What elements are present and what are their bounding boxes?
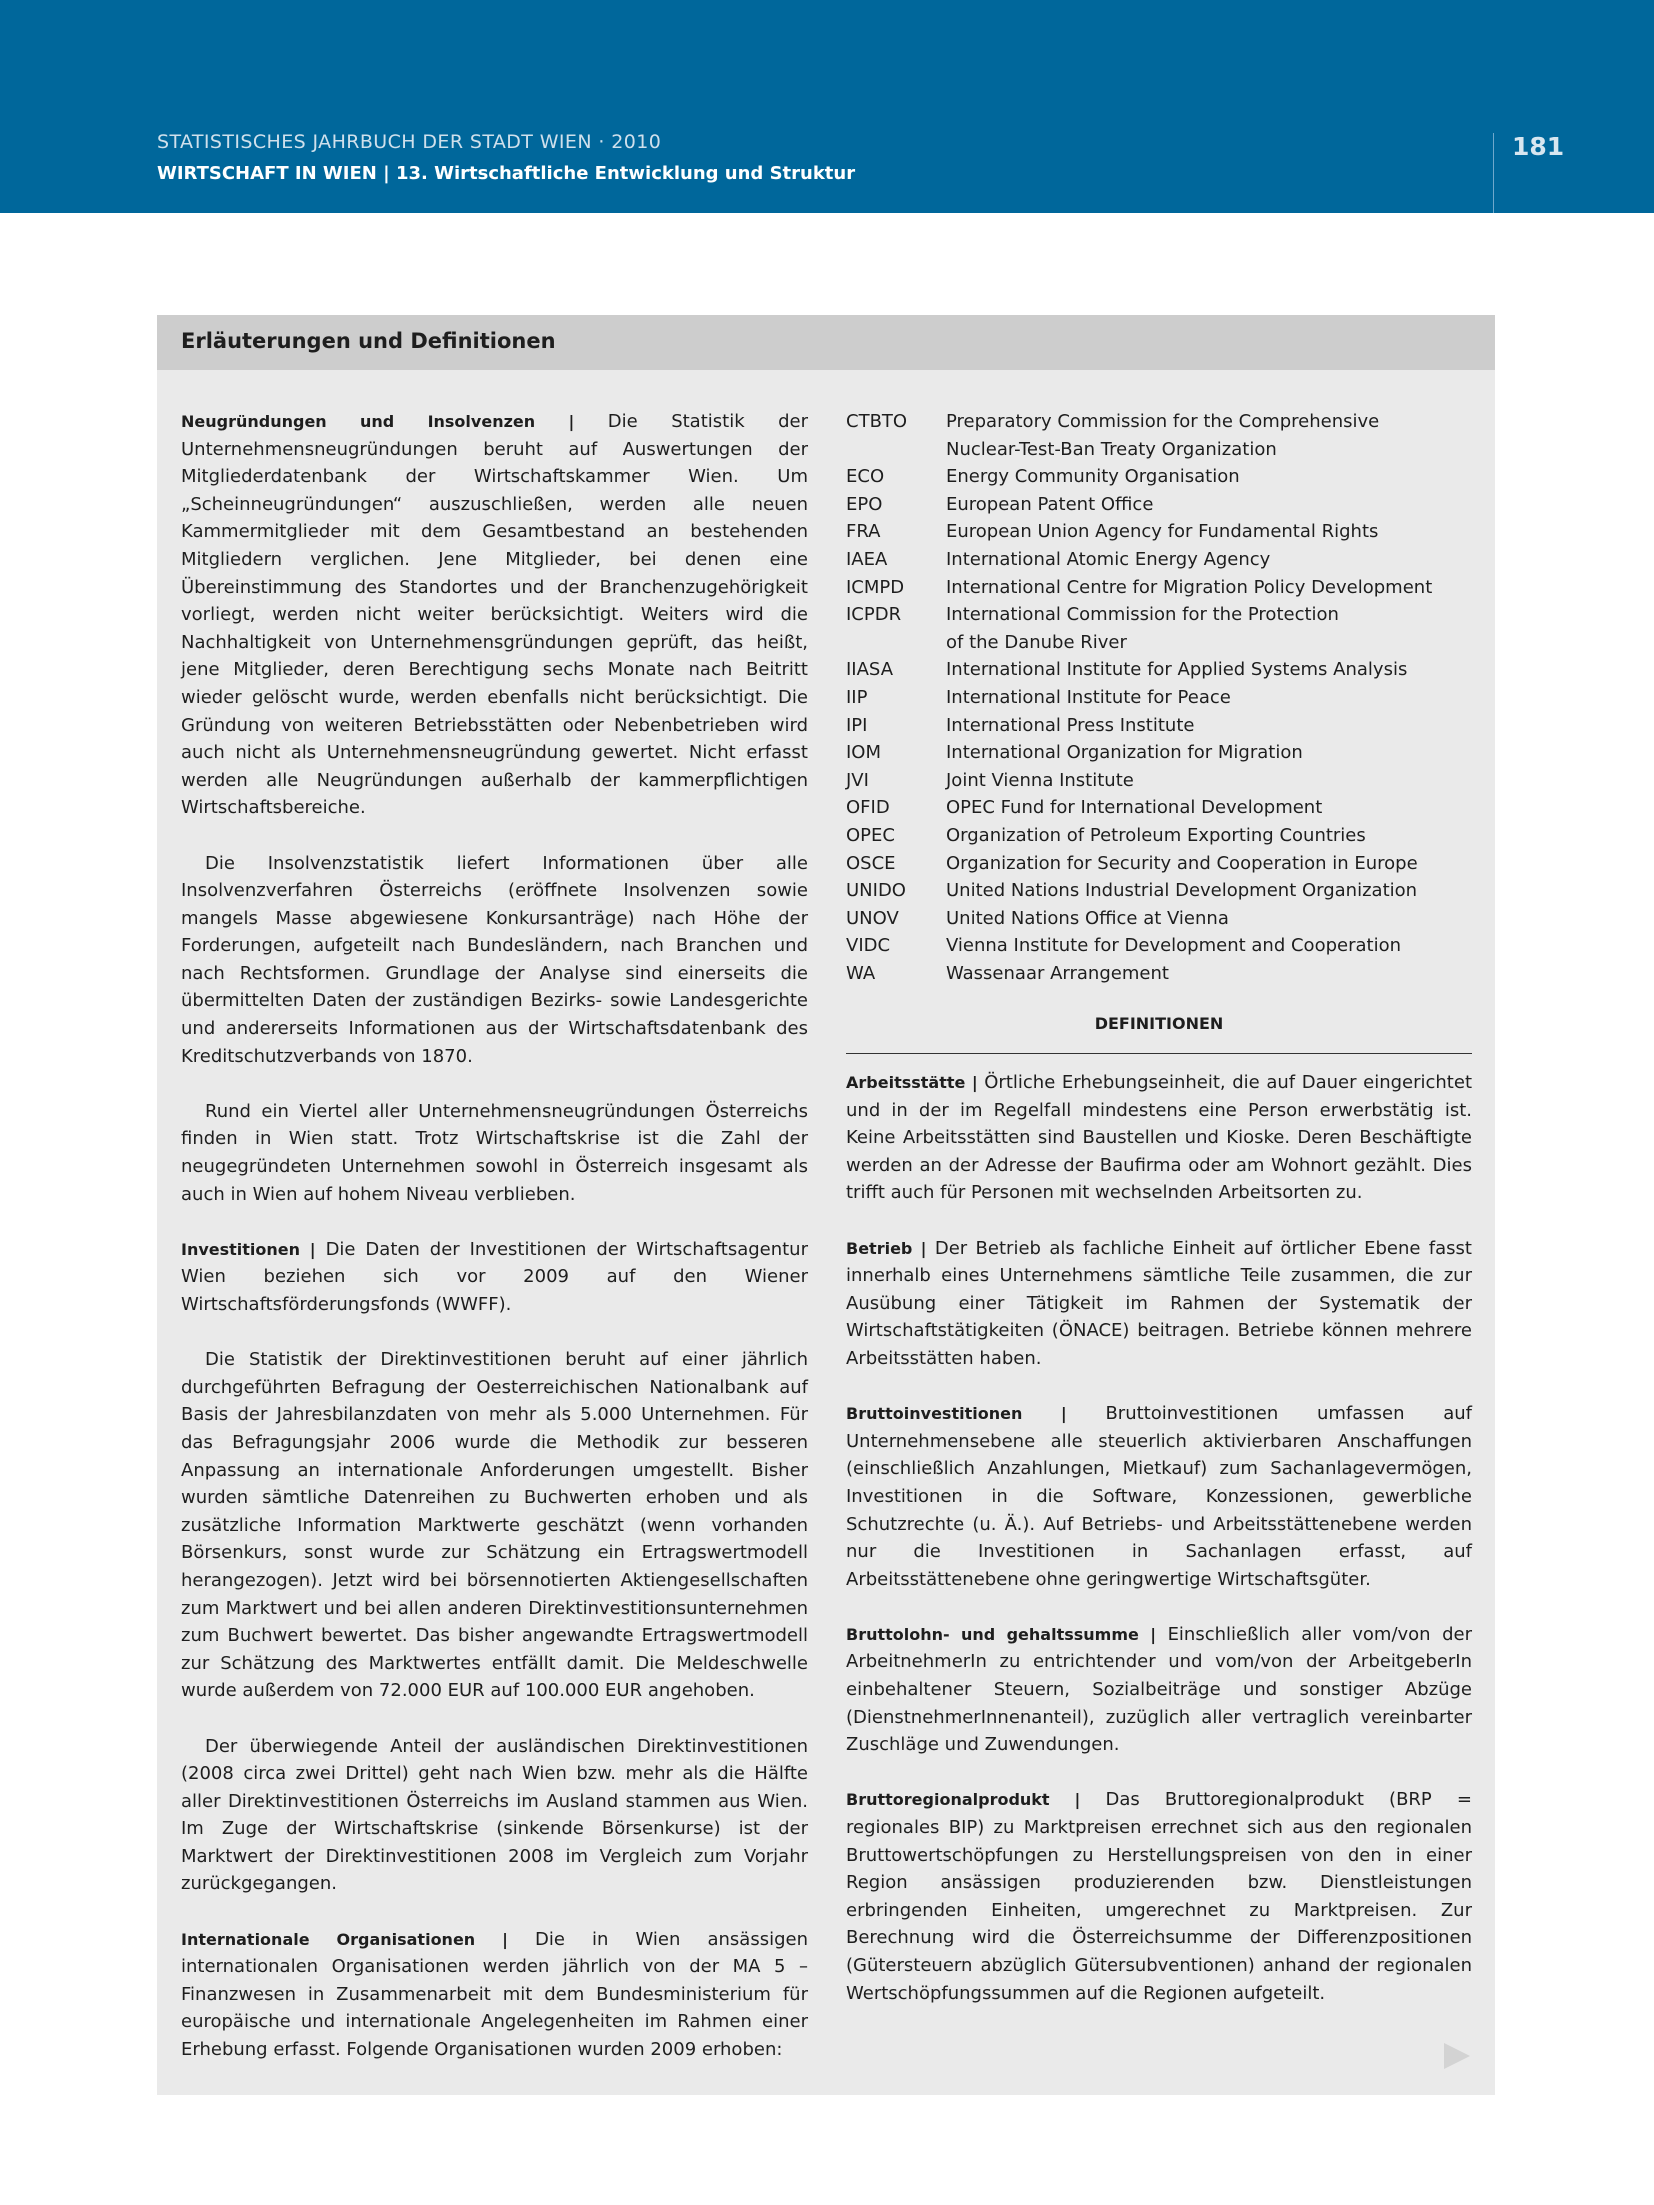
paragraph-auslaendische: Der überwiegende Anteil der ausländischen Direktinvestitionen (2008 circa zwei Drittel) geht nach Wien bzw. mehr als die Hälfte aller Direktinvestitionen Österreichs im Ausland stammen aus Wien. Im Zuge der Wirtschaftskrise (sinkende Börsenkurse) ist der Marktwert der Direktinvestitionen 2008 im Vergleich zum Vorjahr zurückgegangen. bbox=[181, 1735, 808, 1895]
page-number: 181 bbox=[1512, 132, 1565, 161]
paragraph-internationale-organisationen bbox=[181, 1926, 808, 2064]
list-item bbox=[846, 822, 1476, 850]
paragraph-direktinvestitionen: Die Statistik der Direktinvestitionen beruht auf einer jährlich durchgeführten Befragung der Oesterreichischen Nationalbank auf Basis der Jahresbilanzdaten von mehr als 5.000 Unternehmen. Für das Befragungsjahr 2006 wurde die Methodik zur besseren Anpassung an internationale Anforderungen umgestellt. Bisher wurden sämtliche Datenreihen zu Buchwerten erhoben und als zusätzliche Information Marktwerte geschätzt (wenn vorhanden Börsenkurs, sonst wurde zur Schätzung ein Ertragswertmodell herangezogen). Jetzt wird bei börsennotierten Aktiengesellschaften zum Marktwert und bei allen anderen Direktinvestitionsunternehmen zum Buchwert bewertet. Das bisher angewandte Ertragswertmodell zur Schätzung des Marktwertes entfällt damit. Die Meldeschwelle wurde außerdem von 72.000 EUR auf 100.000 EUR angehoben. bbox=[181, 1349, 808, 1702]
definitions-heading: DEFINITIONEN bbox=[1094, 1014, 1224, 1033]
org-name: International Institute for Applied Systems Analysis bbox=[946, 659, 1408, 681]
definition-arbeitsstaette bbox=[846, 1069, 1472, 1207]
org-code: CTBTO bbox=[846, 411, 908, 432]
org-code: OSCE bbox=[846, 852, 896, 874]
org-code: JVI bbox=[846, 769, 869, 791]
next-page-arrow-icon[interactable] bbox=[1444, 2043, 1470, 2069]
definition-bruttoinvestitionen bbox=[846, 1400, 1472, 1593]
left-column bbox=[181, 408, 808, 2091]
section-title: WIRTSCHAFT IN WIEN | 13. Wirtschaftliche Entwicklung und Struktur bbox=[157, 163, 856, 184]
term-betrieb: Betrieb | bbox=[846, 1238, 927, 1258]
list-item bbox=[846, 932, 1476, 960]
org-code: IOM bbox=[846, 742, 882, 764]
org-name: United Nations Office at Vienna bbox=[946, 907, 1229, 929]
text-betrieb: Der Betrieb als fachliche Einheit auf örtlicher Ebene fasst innerhalb eines Unternehmens sämtliche Teile zusammen, die zur Ausübung einer Tätigkeit im Rahmen der Systematik der Wirtschaftstätigkeiten (ÖNACE) beitragen. Betriebe können mehrere Arbeitsstätten haben. bbox=[846, 1237, 1472, 1369]
term-neugruendungen: Neugründungen und Insolvenzen | bbox=[181, 412, 575, 431]
org-code: UNIDO bbox=[846, 880, 906, 902]
list-item bbox=[846, 960, 1476, 988]
definitions-column bbox=[846, 1069, 1472, 2035]
org-name: OPEC Fund for International Development bbox=[946, 797, 1323, 819]
list-item bbox=[846, 905, 1476, 933]
list-item bbox=[846, 877, 1476, 905]
text-investitionen: Die Daten der Investitionen der Wirtschaftsagentur Wien beziehen sich vor 2009 auf den Wiener Wirtschaftsförderungsfonds (WWFF). bbox=[181, 1238, 808, 1315]
term-bruttoinvestitionen: Bruttoinvestitionen | bbox=[846, 1404, 1067, 1424]
org-name: European Patent Office bbox=[946, 493, 1154, 515]
org-code: IIP bbox=[846, 686, 868, 708]
list-item bbox=[846, 794, 1476, 822]
text-neugruendungen: Die Statistik der Unternehmensneugründungen beruht auf Auswertungen der Mitgliederdatenbank der Wirtschaftskammer Wien. Um „Scheinneugründungen“ auszuschließen, werden alle neuen Kammermitglieder mit dem Gesamtbestand an bestehenden Mitgliedern verglichen. Jene Mitglieder, bei denen eine Übereinstimmung des Standortes und der Branchenzugehörigkeit vorliegt, werden nicht weiter berücksichtigt. Weiters wird die Nachhaltigkeit von Unternehmensgründungen geprüft, das heißt, jene Mitglieder, deren Berechtigung sechs Monate nach Beitritt wieder gelöscht wurde, werden ebenfalls nicht berücksichtigt. Die Gründung von weiteren Betriebsstätten oder Nebenbetrieben wird auch nicht als Unternehmensneugründung gewertet. Nicht erfasst werden alle Neugründungen außerhalb der kammerpflichtigen Wirtschaftsbereiche. bbox=[181, 411, 809, 819]
list-item bbox=[846, 712, 1476, 740]
paragraph-investitionen bbox=[181, 1236, 808, 1319]
org-name-continued: Nuclear-Test-Ban Treaty Organization bbox=[946, 438, 1277, 460]
organizations-list bbox=[846, 408, 1476, 987]
paragraph-neugruendungen bbox=[181, 408, 808, 822]
term-investitionen: Investitionen | bbox=[181, 1239, 316, 1259]
header-divider bbox=[1493, 133, 1494, 213]
org-code: IPI bbox=[846, 714, 868, 736]
org-name: International Commission for the Protection bbox=[946, 604, 1339, 626]
list-item bbox=[846, 436, 1476, 464]
org-code: ICMPD bbox=[846, 576, 905, 598]
list-item bbox=[846, 546, 1476, 574]
org-name: Preparatory Commission for the Comprehensive bbox=[946, 411, 1380, 432]
term-internationale-organisationen: Internationale Organisationen | bbox=[181, 1929, 508, 1949]
org-code: EPO bbox=[846, 493, 883, 515]
org-code: ICPDR bbox=[846, 604, 902, 626]
list-item bbox=[846, 739, 1476, 767]
org-name: International Organization for Migration bbox=[946, 742, 1303, 764]
org-name: Energy Community Organisation bbox=[946, 466, 1240, 488]
text-bruttolohnsumme: Einschließlich aller vom/von der ArbeitnehmerIn zu entrichtender und vom/von der ArbeitgeberIn einbehaltener Steuern, Sozialbeiträge und sonstiger Abzüge (DienstnehmerInnenanteil), zuzüglich aller vertraglich vereinbarter Zuschläge und Zuwendungen. bbox=[846, 1623, 1472, 1756]
paragraph-insolvenzstatistik: Die Insolvenzstatistik liefert Informationen über alle Insolvenzverfahren Österreichs (eröffnete Insolvenzen sowie mangels Masse abgewiesene Konkursanträge) nach Höhe der Forderungen, aufgeteilt nach Bundesländern, nach Branchen und nach Rechtsformen. Grundlage der Analyse sind einerseits die übermittelten Daten der zuständigen Bezirks- sowie Landesgerichte und andererseits Informationen aus der Wirtschaftsdatenbank des Kreditschutzverbands von 1870. bbox=[181, 852, 808, 1067]
text-arbeitsstaette: Örtliche Erhebungseinheit, die auf Dauer eingerichtet und in der im Regelfall mindestens eine Person erwerbstätig ist. Keine Arbeitsstätten sind Baustellen und Kioske. Deren Beschäftigte werden an der Adresse der Baufirma oder am Wohnort gezählt. Dies trifft auch für Personen mit wechselnden Arbeitsorten zu. bbox=[846, 1072, 1472, 1204]
org-code: IIASA bbox=[846, 659, 894, 681]
list-item bbox=[846, 408, 1476, 436]
list-item bbox=[846, 767, 1476, 795]
org-name: Organization for Security and Cooperation in Europe bbox=[946, 852, 1418, 874]
org-code: FRA bbox=[846, 521, 881, 543]
list-item bbox=[846, 656, 1476, 684]
text-bruttoregionalprodukt: Das Bruttoregionalprodukt (BRP = regionales BIP) zu Marktpreisen errechnet sich aus den regionalen Bruttowertschöpfungen zu Herstellungspreisen von den in einer Region ansässigen produzierenden bzw. Dienstleistungen erbringenden Einheiten, umgerechnet zu Marktpreisen. Zur Berechnung wird die Österreichsumme der Differenzpositionen (Gütersteuern abzüglich Gütersubventionen) anhand der regionalen Wertschöpfungssummen auf die Regionen aufgeteilt. bbox=[846, 1789, 1472, 2004]
paragraph-viertel: Rund ein Viertel aller Unternehmensneugründungen Österreichs finden in Wien statt. Trotz Wirtschaftskrise ist die Zahl der neugegründeten Unternehmen sowohl in Österreich insgesamt als auch in Wien auf hohem Niveau verblieben. bbox=[181, 1100, 808, 1205]
org-name: Organization of Petroleum Exporting Countries bbox=[946, 824, 1366, 846]
definitions-divider bbox=[846, 1053, 1472, 1054]
term-bruttolohnsumme: Bruttolohn- und gehaltssumme | bbox=[846, 1624, 1157, 1644]
org-name: Vienna Institute for Development and Cooperation bbox=[946, 935, 1401, 957]
text-internationale-organisationen: Die in Wien ansässigen internationalen Organisationen werden jährlich von der MA 5 – Finanzwesen in Zusammenarbeit mit dem Bundesministerium für europäische und internationale Angelegenheiten im Rahmen einer Erhebung erfasst. Folgende Organisationen wurden 2009 erhoben: bbox=[181, 1928, 808, 2061]
term-arbeitsstaette: Arbeitsstätte | bbox=[846, 1073, 978, 1092]
org-name-continued: of the Danube River bbox=[946, 631, 1127, 653]
definition-bruttoregionalprodukt bbox=[846, 1786, 1472, 2007]
org-name: International Atomic Energy Agency bbox=[946, 548, 1271, 570]
org-name: International Centre for Migration Policy Development bbox=[946, 576, 1433, 598]
org-name: Joint Vienna Institute bbox=[946, 769, 1134, 791]
list-item bbox=[846, 463, 1476, 491]
org-code: IAEA bbox=[846, 548, 888, 570]
org-code: WA bbox=[846, 962, 876, 984]
term-bruttoregionalprodukt: Bruttoregionalprodukt | bbox=[846, 1790, 1081, 1810]
list-item bbox=[846, 601, 1476, 629]
panel-title: Erläuterungen und Definitionen bbox=[181, 329, 556, 353]
org-code: UNOV bbox=[846, 907, 899, 929]
list-item bbox=[846, 574, 1476, 602]
definition-betrieb bbox=[846, 1235, 1472, 1373]
list-item bbox=[846, 518, 1476, 546]
definition-bruttolohnsumme bbox=[846, 1621, 1472, 1759]
org-code: VIDC bbox=[846, 935, 891, 957]
org-code: OPEC bbox=[846, 824, 895, 846]
list-item bbox=[846, 491, 1476, 519]
page-header bbox=[0, 0, 1654, 213]
org-name: International Press Institute bbox=[946, 714, 1195, 736]
org-name: United Nations Industrial Development Organization bbox=[946, 880, 1418, 902]
list-item bbox=[846, 629, 1476, 657]
list-item bbox=[846, 684, 1476, 712]
list-item bbox=[846, 850, 1476, 878]
org-name: International Institute for Peace bbox=[946, 686, 1231, 708]
text-bruttoinvestitionen: Bruttoinvestitionen umfassen auf Unternehmensebene alle steuerlich aktivierbaren Anschaffungen (einschließlich Anzahlungen, Mietkauf) zum Sachanlagevermögen, Investitionen in die Software, Konzessionen, gewerbliche Schutzrechte (u. Ä.). Auf Betriebs- und Arbeitsstättenebene werden nur die Investitionen in Sachanlagen erfasst, auf Arbeitsstättenebene ohne geringwertige Wirtschaftsgüter. bbox=[846, 1403, 1472, 1590]
org-code: ECO bbox=[846, 466, 885, 488]
org-name: Wassenaar Arrangement bbox=[946, 962, 1169, 984]
org-code: OFID bbox=[846, 797, 890, 819]
org-name: European Union Agency for Fundamental Rights bbox=[946, 521, 1379, 543]
publication-title: STATISTISCHES JAHRBUCH DER STADT WIEN · 2010 bbox=[157, 131, 662, 153]
